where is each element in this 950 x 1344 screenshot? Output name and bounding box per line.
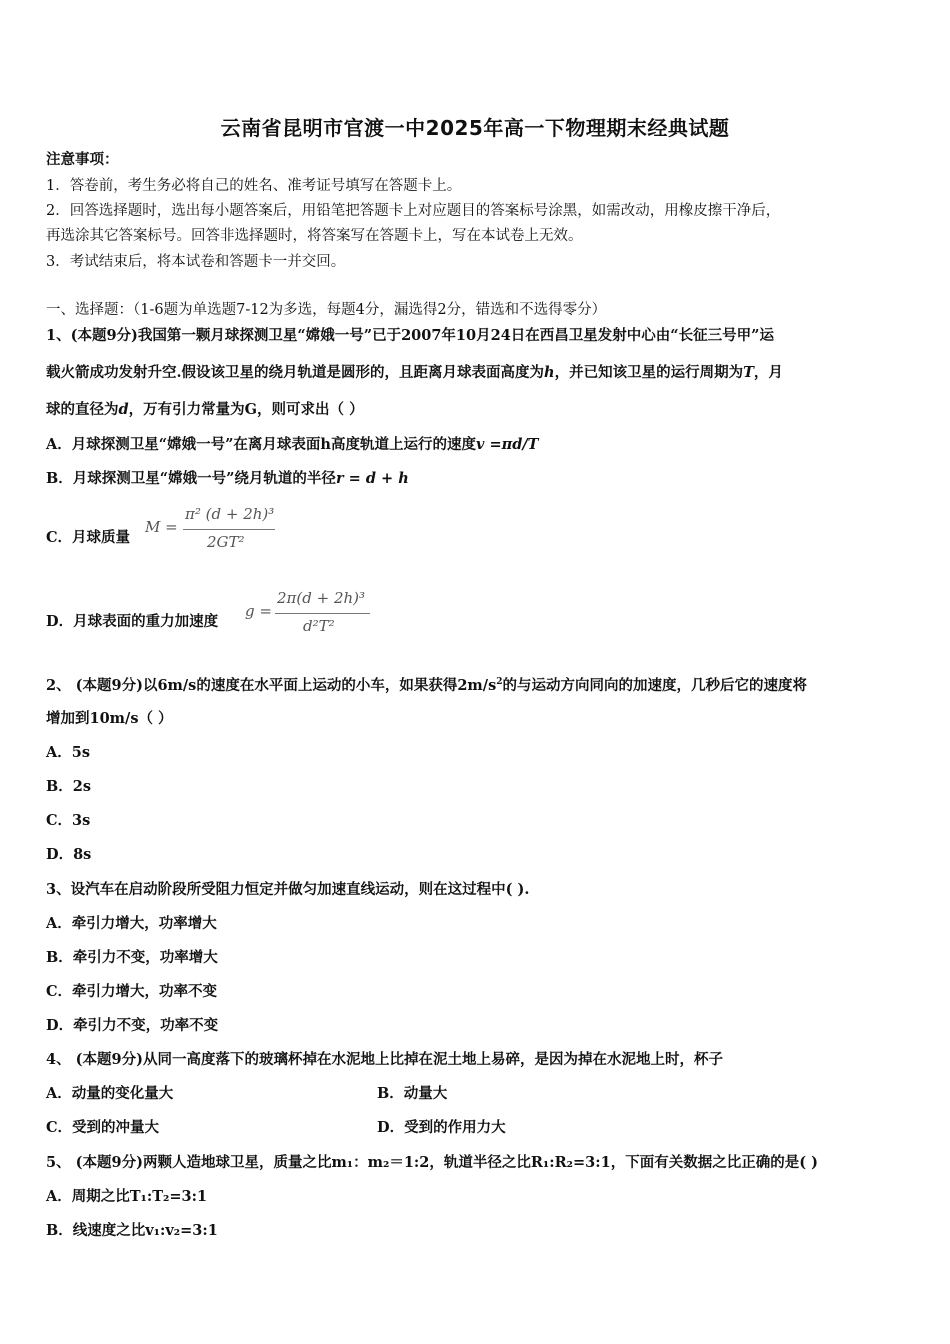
notice-item: 1．答卷前，考生务必将自己的姓名、准考证号填写在答题卡上。 (46, 178, 462, 194)
q4-option: A．动量的变化量大 (46, 1085, 174, 1102)
q4-option: B．动量大 (377, 1085, 448, 1102)
formula-lhs: g = (245, 602, 272, 620)
formula-denominator: d²T² (303, 617, 335, 635)
q5-option-a: A．周期之比T₁:T₂=3:1 (46, 1188, 208, 1205)
q4-stem: 4、 (本题9分)从同一高度落下的玻璃杯掉在水泥地上比掉在泥土地上易碎，是因为掉在水泥地上时，杯子 (46, 1051, 723, 1068)
formula-numerator: π² (d + 2h)³ (185, 505, 275, 523)
q1-stem-line: 球的直径为d，万有引力常量为G，则可求出（ ） (46, 401, 364, 418)
q2-stem-line: 2、 (本题9分)以6m/s的速度在水平面上运动的小车，如果获得$2m/s^2$的与运动方向同向的加速度，几秒后它的速度将 (46, 676, 807, 694)
page-title: 云南省昆明市官渡一中2025年高一下物理期末经典试题 (220, 116, 730, 140)
formula-denominator: 2GT² (207, 533, 245, 551)
q2-option: B．2s (46, 778, 92, 795)
q1-stem-line: 1、(本题9分)我国第一颗月球探测卫星“嫦娥一号”已于2007年10月24日在西昌卫星发射中心由“长征三号甲”运 (46, 327, 774, 344)
q3-option: B．牵引力不变，功率增大 (46, 949, 218, 966)
q3-option: C．牵引力增大，功率不变 (46, 983, 218, 1000)
q3-option: A．牵引力增大，功率增大 (46, 915, 217, 932)
formula-lhs: M = (145, 518, 178, 536)
q4-option: D．受到的作用力大 (377, 1119, 506, 1136)
notice-heading: 注意事项： (46, 151, 119, 168)
q5-option-b: B．线速度之比v₁:v₂=3:1 (46, 1222, 218, 1239)
section-heading: 一、选择题：（1-6题为单选题7-12为多选，每题4分，漏选得2分，错选和不选得零分） (46, 302, 607, 318)
q3-stem: 3、设汽车在启动阶段所受阻力恒定并做匀加速直线运动，则在这过程中( ). (46, 881, 530, 898)
notice-item: 3．考试结束后，将本试卷和答题卡一并交回。 (46, 254, 346, 270)
q2-stem-line: 增加到10m/s（ ） (46, 710, 173, 727)
q2-option: C．3s (46, 812, 91, 829)
formula-numerator: 2π(d + 2h)³ (277, 589, 366, 607)
q1-option-d: D．月球表面的重力加速度 (46, 613, 219, 630)
q5-stem: 5、 (本题9分)两颗人造地球卫星，质量之比m₁：m₂＝1:2，轨道半径之比R₁:R₂=3:1，下面有关数据之比正确的是( ) (46, 1154, 818, 1171)
q1-option-a: A．月球探测卫星“嫦娥一号”在离月球表面h高度轨道上运行的速度v =πd/T (46, 436, 539, 453)
q2-option: D．8s (46, 846, 92, 863)
q1-stem-line: 载火箭成功发射升空.假设该卫星的绕月轨道是圆形的，且距离月球表面高度为h，并已知该卫星的运行周期为T，月 (46, 364, 783, 381)
q3-option: D．牵引力不变，功率不变 (46, 1017, 219, 1034)
q1-option-b: B．月球探测卫星“嫦娥一号”绕月轨道的半径r = d + h (46, 470, 409, 487)
q4-option: C．受到的冲量大 (46, 1119, 160, 1136)
q2-option: A．5s (46, 744, 91, 761)
notice-item: 2．回答选择题时，选出每小题答案后，用铅笔把答题卡上对应题目的答案标号涂黑，如需改动，用橡皮擦干净后， (46, 203, 781, 219)
q1-option-c: C．月球质量 (46, 529, 131, 546)
notice-item: 再选涂其它答案标号。回答非选择题时，将答案写在答题卡上，写在本试卷上无效。 (46, 228, 583, 244)
